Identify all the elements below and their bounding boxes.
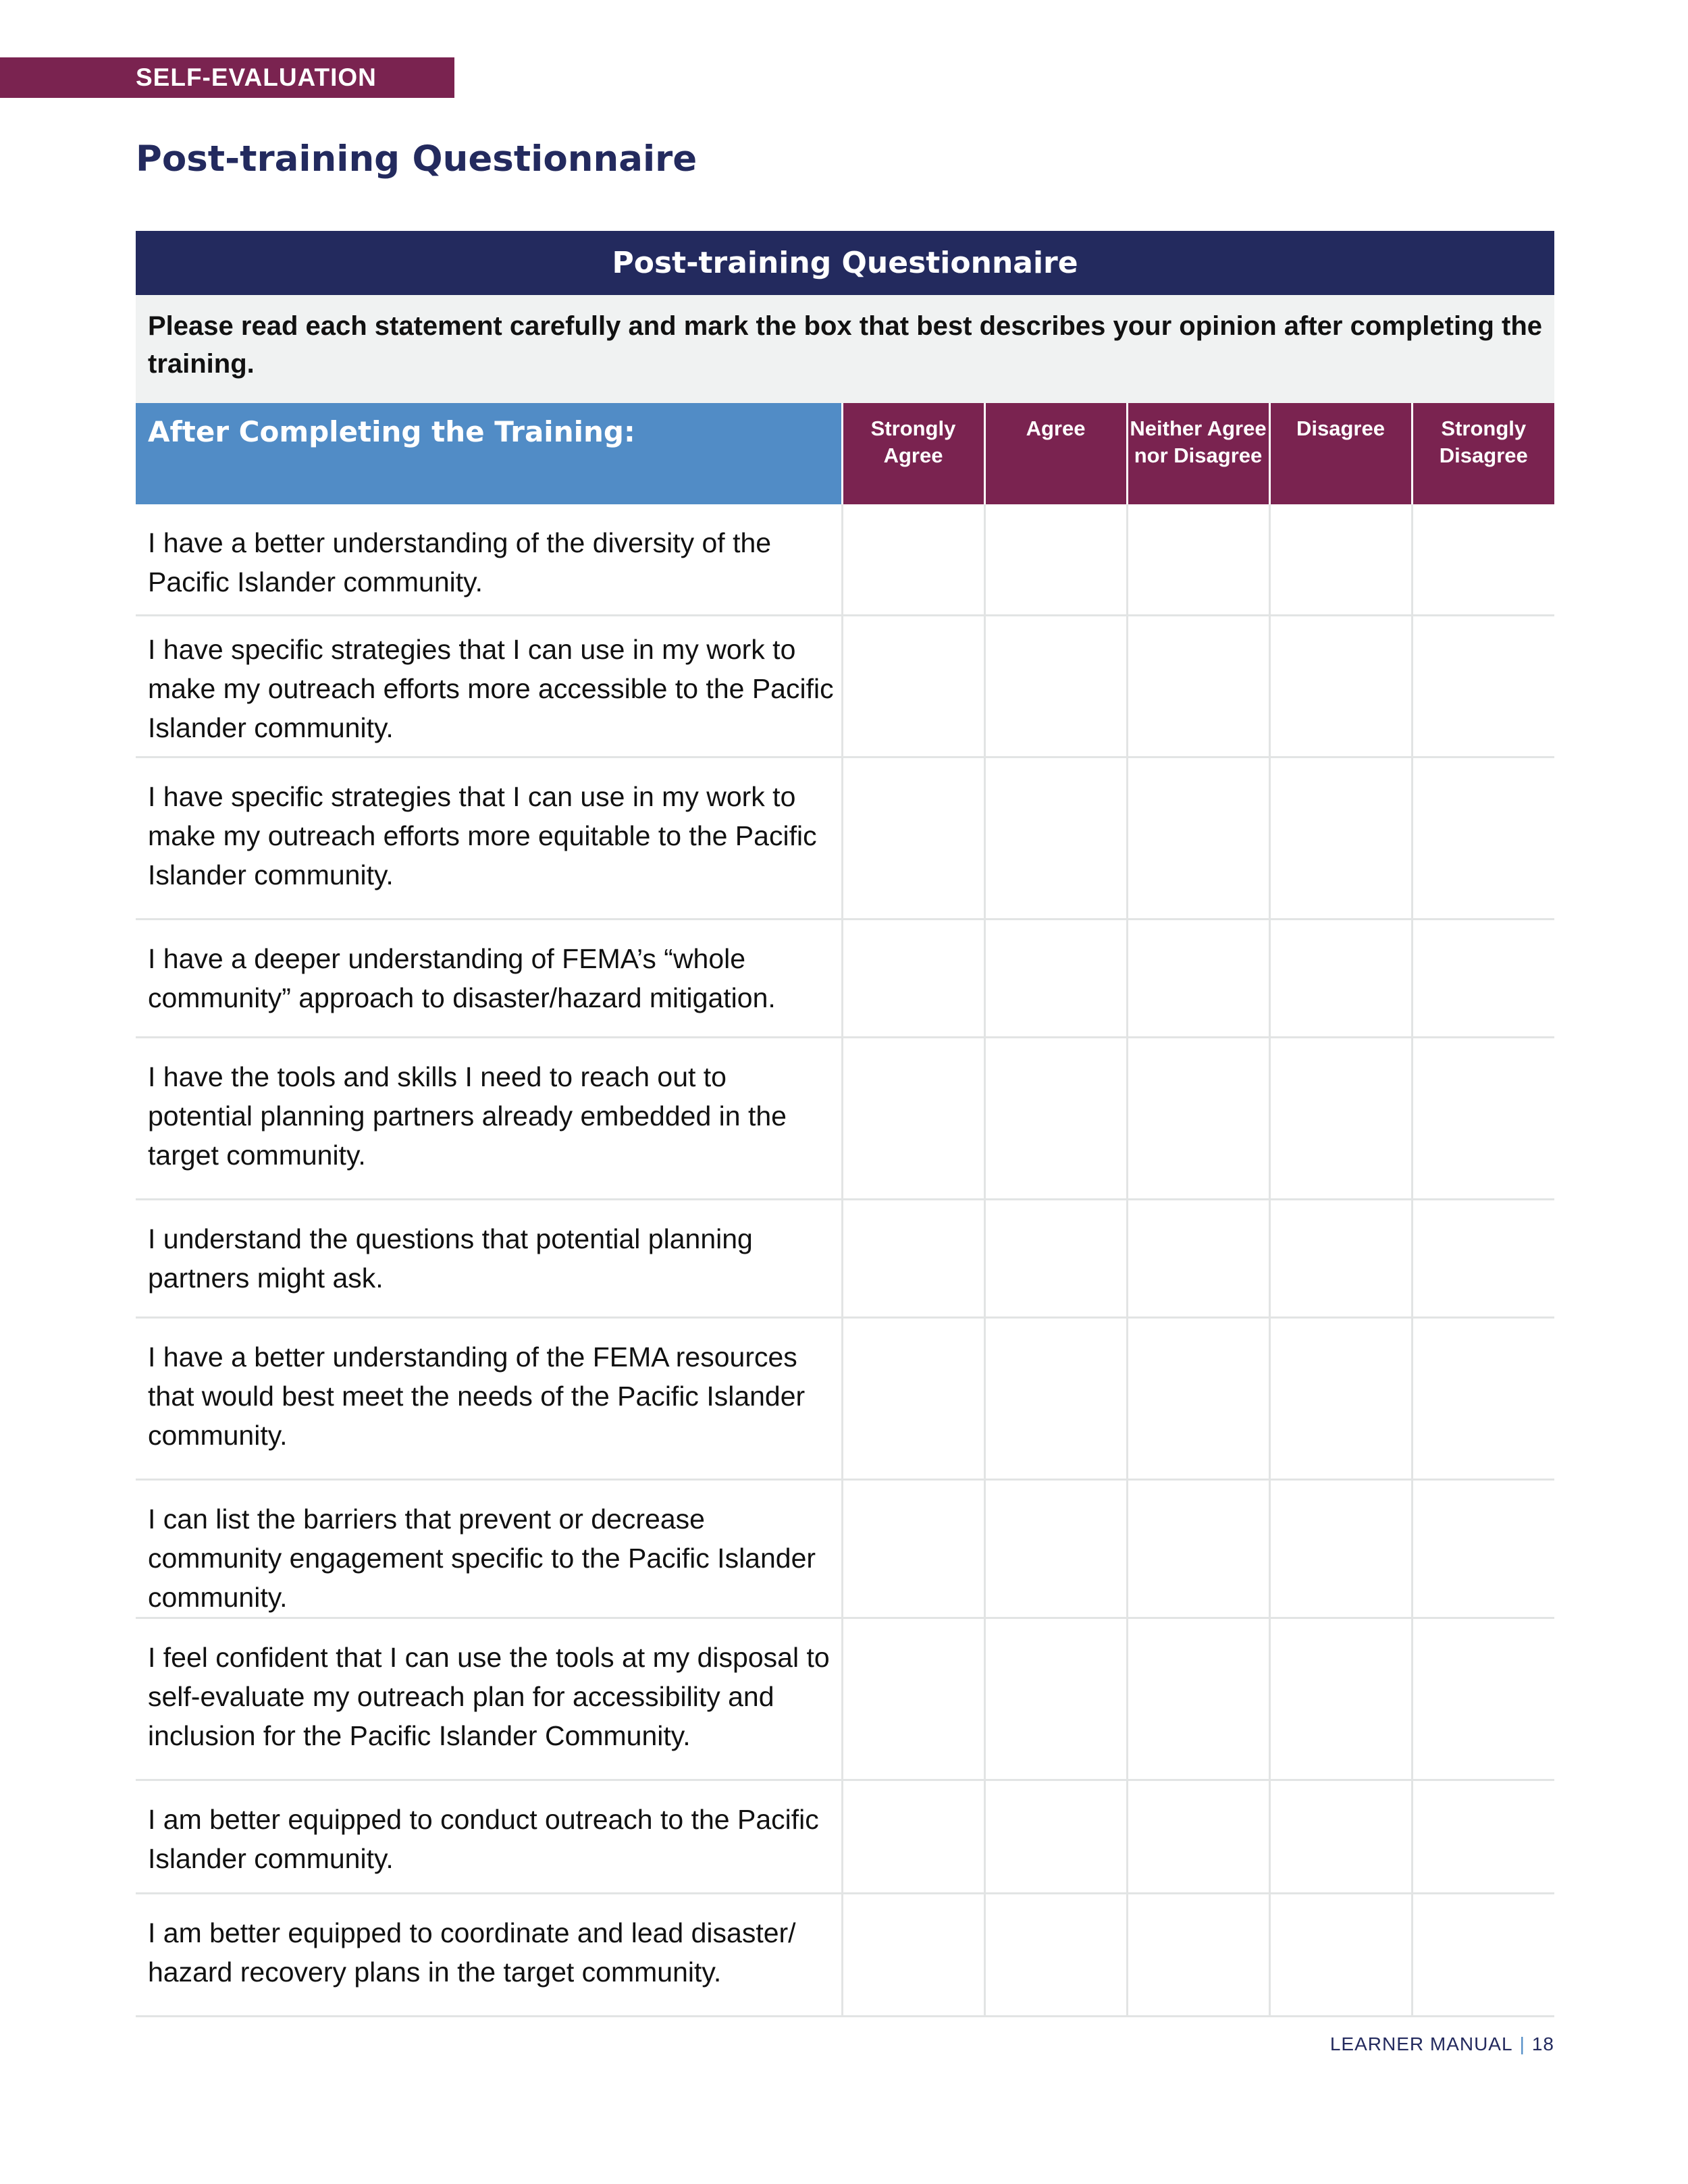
mark-box-disagree[interactable] [1269,1199,1412,1317]
mark-box-strongly-agree[interactable] [842,615,984,757]
mark-box-strongly-agree[interactable] [842,504,984,615]
mark-box-agree[interactable] [984,1479,1127,1618]
mark-box-neither[interactable] [1127,1893,1269,2016]
table-row [136,1618,1554,1780]
table-row [136,757,1554,919]
mark-box-agree[interactable] [984,1893,1127,2016]
mark-box-disagree[interactable] [1269,757,1412,919]
mark-box-strongly-disagree[interactable] [1412,1780,1554,1893]
table-row [136,615,1554,757]
mark-box-neither[interactable] [1127,1618,1269,1780]
mark-box-disagree[interactable] [1269,1317,1412,1479]
mark-box-disagree[interactable] [1269,1037,1412,1199]
col-strongly-agree: Strongly Agree [842,403,984,504]
mark-box-disagree[interactable] [1269,615,1412,757]
statement-text: I understand the questions that potential planning partners might ask. [136,1199,842,1317]
mark-box-strongly-disagree[interactable] [1412,919,1554,1037]
section-label: SELF-EVALUATION [0,57,454,98]
mark-box-strongly-agree[interactable] [842,1780,984,1893]
mark-box-neither[interactable] [1127,757,1269,919]
col-strongly-disagree: Strongly Disagree [1412,403,1554,504]
mark-box-strongly-agree[interactable] [842,1037,984,1199]
mark-box-neither[interactable] [1127,1780,1269,1893]
mark-box-disagree[interactable] [1269,504,1412,615]
table-banner: Post-training Questionnaire [136,231,1554,295]
statement-text: I have the tools and skills I need to reach out to potential planning partners already embedded in the target community. [136,1037,842,1199]
mark-box-strongly-agree[interactable] [842,757,984,919]
footer-separator: | [1519,2033,1525,2054]
mark-box-disagree[interactable] [1269,1479,1412,1618]
statement-text: I can list the barriers that prevent or decrease community engagement specific to the Pacific Islander community. [136,1479,842,1618]
mark-box-neither[interactable] [1127,1199,1269,1317]
mark-box-disagree[interactable] [1269,1893,1412,2016]
col-agree: Agree [984,403,1127,504]
mark-box-agree[interactable] [984,504,1127,615]
mark-box-strongly-disagree[interactable] [1412,757,1554,919]
mark-box-strongly-disagree[interactable] [1412,1479,1554,1618]
mark-box-disagree[interactable] [1269,919,1412,1037]
mark-box-strongly-disagree[interactable] [1412,504,1554,615]
mark-box-disagree[interactable] [1269,1780,1412,1893]
questionnaire-table [136,231,1554,2017]
mark-box-agree[interactable] [984,615,1127,757]
table-row [136,919,1554,1037]
mark-box-strongly-agree[interactable] [842,1479,984,1618]
mark-box-strongly-disagree[interactable] [1412,1317,1554,1479]
mark-box-neither[interactable] [1127,1317,1269,1479]
row-header: After Completing the Training: [136,403,842,504]
mark-box-disagree[interactable] [1269,1618,1412,1780]
mark-box-neither[interactable] [1127,1037,1269,1199]
table-row [136,1037,1554,1199]
mark-box-agree[interactable] [984,1037,1127,1199]
statement-text: I have a deeper understanding of FEMA’s “whole community” approach to disaster/hazard mitigation. [136,919,842,1037]
statement-text: I have specific strategies that I can use in my work to make my outreach efforts more accessible to the Pacific Islander community. [136,615,842,757]
mark-box-neither[interactable] [1127,1479,1269,1618]
mark-box-strongly-disagree[interactable] [1412,1037,1554,1199]
mark-box-strongly-agree[interactable] [842,919,984,1037]
mark-box-agree[interactable] [984,757,1127,919]
mark-box-strongly-disagree[interactable] [1412,615,1554,757]
table-row [136,1199,1554,1317]
table-row [136,504,1554,615]
mark-box-agree[interactable] [984,1780,1127,1893]
table-row [136,1317,1554,1479]
page-number: 18 [1531,2033,1554,2054]
mark-box-agree[interactable] [984,1199,1127,1317]
table-row [136,1780,1554,1893]
statement-text: I have specific strategies that I can use in my work to make my outreach efforts more equitable to the Pacific Islander community. [136,757,842,919]
statement-text: I am better equipped to conduct outreach to the Pacific Islander community. [136,1780,842,1893]
table-row [136,1893,1554,2016]
mark-box-agree[interactable] [984,1317,1127,1479]
mark-box-strongly-agree[interactable] [842,1618,984,1780]
table-row [136,1479,1554,1618]
mark-box-strongly-agree[interactable] [842,1317,984,1479]
mark-box-neither[interactable] [1127,504,1269,615]
statement-text: I feel confident that I can use the tools at my disposal to self-evaluate my outreach plan for accessibility and inclusion for the Pacific Islander Community. [136,1618,842,1780]
mark-box-neither[interactable] [1127,615,1269,757]
mark-box-strongly-disagree[interactable] [1412,1618,1554,1780]
mark-box-strongly-disagree[interactable] [1412,1893,1554,2016]
mark-box-agree[interactable] [984,1618,1127,1780]
col-disagree: Disagree [1269,403,1412,504]
statement-text: I have a better understanding of the diversity of the Pacific Islander community. [136,504,842,615]
mark-box-strongly-disagree[interactable] [1412,1199,1554,1317]
table-instruction: Please read each statement carefully and mark the box that best describes your opinion after completing the training. [136,295,1554,403]
mark-box-agree[interactable] [984,919,1127,1037]
mark-box-neither[interactable] [1127,919,1269,1037]
mark-box-strongly-agree[interactable] [842,1893,984,2016]
statement-text: I have a better understanding of the FEMA resources that would best meet the needs of the Pacific Islander community. [136,1317,842,1479]
col-neither: Neither Agree nor Disagree [1127,403,1269,504]
page-title: Post-training Questionnaire [136,138,697,180]
statement-text: I am better equipped to coordinate and lead disaster/ hazard recovery plans in the target community. [136,1893,842,2016]
page-footer [1330,2033,1554,2055]
footer-label: LEARNER MANUAL [1329,2033,1513,2054]
mark-box-strongly-agree[interactable] [842,1199,984,1317]
